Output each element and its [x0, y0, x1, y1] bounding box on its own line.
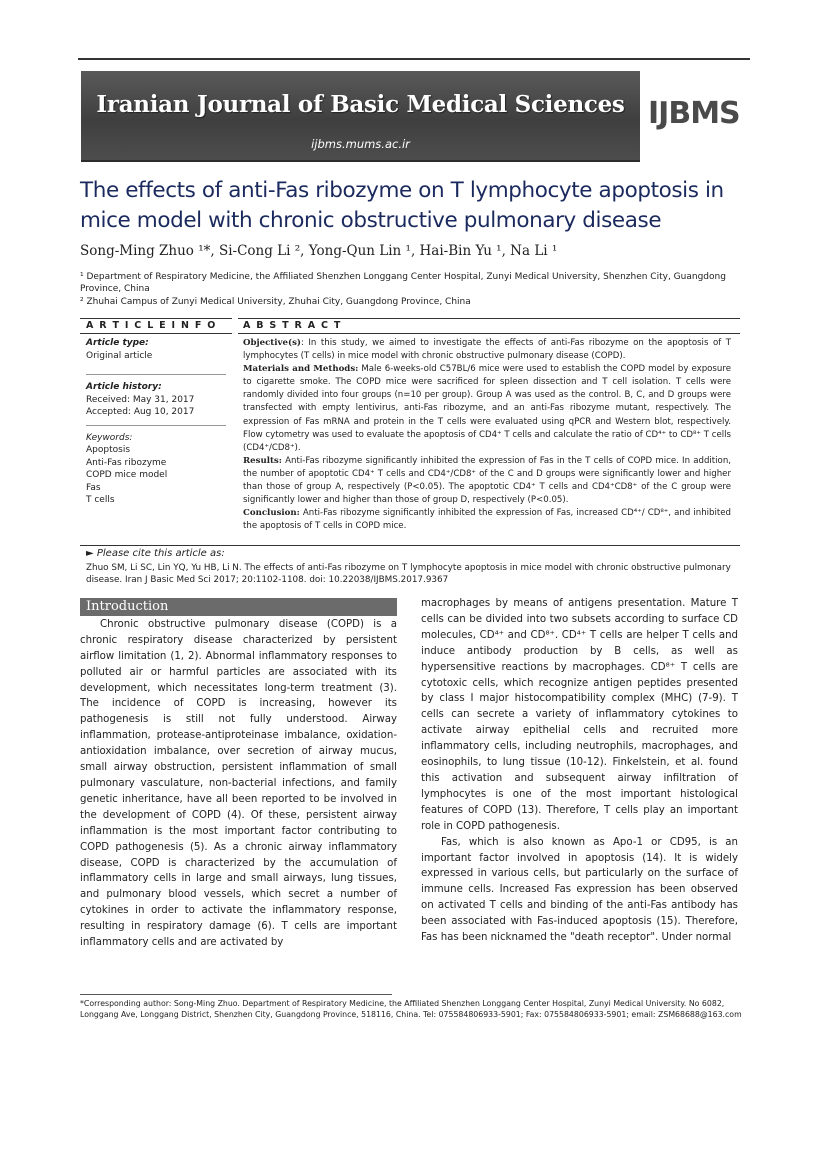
journal-logo: [648, 94, 750, 134]
journal-name: Iranian Journal of Basic Medical Sciences: [96, 91, 625, 118]
corresponding-author-footnote: *Corresponding author: Song-Ming Zhuo. Department of Respiratory Medicine, the Affiliated Shenzhen Longgang Center Hospital, Zunyi Medical University. No 6082, Longgang Ave, Longgang District, Shenzhen City, Guangdong Province, 518116, China. Tel: 075584806933-5901; Fax: 075584806933-5901; email: ZSM68688@163.com: [80, 999, 742, 1019]
top-rule: [78, 58, 750, 60]
journal-logo-text: IJBMS: [648, 96, 740, 131]
keywords-label: Keywords:: [86, 432, 133, 443]
accepted-date: Accepted: Aug 10, 2017: [86, 407, 195, 417]
keyword: Fas: [86, 482, 101, 493]
info-top-rule: [80, 318, 232, 319]
article-title: The effects of anti-Fas ribozyme on T lymphocyte apoptosis in mice model with chronic obstructive pulmonary disease: [80, 178, 724, 233]
abstract-top-rule: [238, 318, 740, 319]
body-paragraph: macrophages by means of antigens presentation. Mature T cells can be divided into two subsets according to surface CD molecules, CD⁴⁺ and CD⁸⁺. CD⁴⁺ T cells are helper T cells and induce antibody production by B cells, as well as hypersensitive reactions by macrophages. CD⁸⁺ T cells are cytotoxic cells, which recognize antigen peptides presented by class I major histocompatibility complex (MHC) (7-9). T cells can secrete a variety of inflammatory cytokines to activate airway epithelial cells and recruited more inflammatory cells, including neutrophils, macrophages, and eosinophils, to lung tissue (10-12). Finkelstein, et al. found this activation and subsequent airway infiltration of lymphocytes is one of the most important histological features of COPD (13). Therefore, T cells play an important role in COPD pathogenesis.: [421, 598, 738, 832]
info-divider: [86, 374, 226, 375]
journal-banner: [81, 71, 640, 162]
keyword: Anti-Fas ribozyme: [86, 457, 167, 468]
abstract-methods: Materials and Methods: Male 6-weeks-old C57BL/6 mice were used to establish the COPD model by exposure to cigarette smoke. The COPD mice were sacrificed for spleen dissection and T cell isolation. T cells were randomly divided into four groups (n=10 per group). Group A was used as the control. B, C, and D groups were transfected with empty lentivirus, anti-Fas ribozyme, and an anti-Fas ribozyme mutant, respectively. The expression of Fas mRNA and protein in the T cells were evaluated using qPCR and Western blot, respectively. Flow cytometry was used to evaluate the apoptosis of CD4⁺ T cells and calculate the ratio of CD⁴⁺ to CD⁸⁺ T cells (CD4⁺/CD8⁺).: [243, 364, 731, 453]
abstract-end-rule: [80, 545, 740, 546]
abstract-bottom-rule: [238, 333, 740, 334]
keyword: T cells: [86, 495, 115, 505]
right-column: [421, 596, 738, 946]
article-info: [86, 337, 226, 507]
left-column: [80, 596, 397, 951]
footnote-rule: [80, 994, 392, 995]
abstract-results: Results: Anti-Fas ribozyme significantly inhibited the expression of Fas in the T cells of COPD mice. In addition, the number of apoptotic CD4⁺ T cells and CD4⁺/CD8⁺ of the C and D groups were significantly lower and higher than those of group A, respectively (P<0.05). The apoptotic CD4⁺ T cells and CD4⁺CD8⁺ of the C group were significantly lower and higher than those of group D, respectively (P<0.05).: [243, 455, 731, 506]
info-bottom-rule: [80, 333, 232, 334]
citation-label: ► Please cite this article as:: [86, 548, 225, 559]
article-history-label: Article history:: [86, 382, 162, 392]
affiliation-1: ¹ Department of Respiratory Medicine, the Affiliated Shenzhen Longgang Center Hospital, Zunyi Medical University, Shenzhen City, Guangdong Province, China: [80, 272, 726, 294]
introduction-heading: Introduction: [80, 598, 397, 616]
article-info-heading: A R T I C L E I N F O: [86, 320, 217, 331]
abstract-heading: A B S T R A C T: [243, 320, 342, 331]
citation-text: Zhuo SM, Li SC, Lin YQ, Yu HB, Li N. The effects of anti-Fas ribozyme on T lymphocyte apoptosis in mice model with chronic obstructive pulmonary disease. Iran J Basic Med Sci 2017; 20:1102-1108. doi: 10.22038/IJBMS.2017.9367: [86, 563, 731, 585]
journal-url[interactable]: ijbms.mums.ac.ir: [311, 137, 410, 151]
article-type-label: Article type:: [86, 338, 149, 348]
affiliation-2: ² Zhuhai Campus of Zunyi Medical University, Zhuhai City, Guangdong Province, China: [80, 297, 471, 307]
abstract-conclusion: Conclusion: Anti-Fas ribozyme significantly inhibited the expression of Fas, increased CD⁴⁺/ CD⁸⁺, and inhibited the apoptosis of T cells in COPD mice.: [243, 508, 731, 532]
info-divider: [86, 425, 226, 426]
keyword: COPD mice model: [86, 470, 168, 480]
received-date: Received: May 31, 2017: [86, 394, 195, 405]
abstract-body: [243, 337, 731, 533]
article-type-value: Original article: [86, 350, 153, 361]
body-paragraph: Chronic obstructive pulmonary disease (COPD) is a chronic respiratory disease characterized by persistent airflow limitation (1, 2). Abnormal inflammatory responses to polluted air or harmful particles are associated with its development, which necessitates long-term treatment (3). The incidence of COPD is increasing, however its pathogenesis is still not fully understood. Airway inflammation, protease-antiproteinase imbalance, oxidation-antioxidation imbalance, over secretion of airway mucus, small airway obstruction, persistent inflammation of small pulmonary vasculature, non-bacterial infections, and family genetic inheritance, have all been reported to be involved in the development of COPD (4). Of these, persistent airway inflammation is the most important factor contributing to COPD pathogenesis (5). As a chronic airway inflammatory disease, COPD is characterized by the accumulation of inflammatory cells in large and small airways, lung tissues, and pulmonary blood vessels, which secret a number of cytokines in order to activate the inflammatory response, resulting in respiratory damage (6). T cells are important inflammatory cells and are activated by: [80, 618, 397, 949]
keyword: Apoptosis: [86, 445, 131, 455]
abstract-objective: Objective(s): In this study, we aimed to investigate the effects of anti-Fas ribozyme on the apoptosis of T lymphocytes (T cells) in mice model with chronic obstructive pulmonary disease (COPD).: [243, 338, 731, 362]
author-list: Song-Ming Zhuo ¹*, Si-Cong Li ², Yong-Qun Lin ¹, Hai-Bin Yu ¹, Na Li ¹: [80, 243, 558, 259]
body-paragraph: Fas, which is also known as Apo-1 or CD95, is an important factor involved in apoptosis (14). It is widely expressed in various cells, but particularly on the surface of immune cells. Increased Fas expression has been observed on activated T cells and binding of the anti-Fas antibody has been associated with Fas-induced apoptosis (15). Therefore, Fas has been nicknamed the "death receptor". Under normal: [421, 836, 738, 944]
